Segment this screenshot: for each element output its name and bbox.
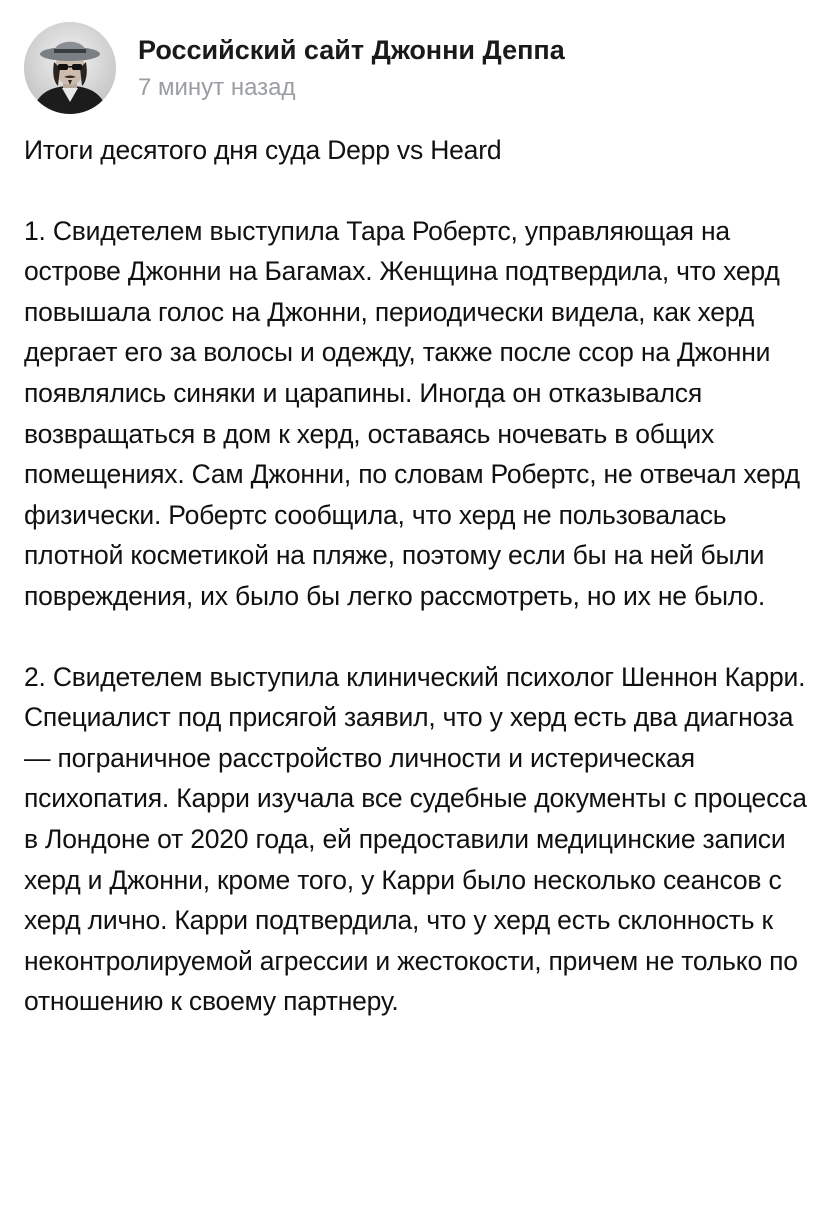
- author-name[interactable]: Российский сайт Джонни Деппа: [138, 35, 565, 65]
- avatar-portrait-icon: [24, 22, 116, 114]
- post-paragraph-2: 2. Свидетелем выступила клинический психолог Шеннон Карри. Специалист под присягой заявил, что у херд есть два диагноза — пограничное расстройство личности и истерическая психопатия. Карри изучала все судебные документы с процесса в Лондоне от 2020 года, ей предоставили медицинские записи херд и Джонни, кроме того, у Карри было несколько сеансов с херд лично. Карри подтвердила, что у херд есть склонность к неконтролируемой агрессии и жестокости, причем не только по отношению к своему партнеру.: [24, 661, 807, 1017]
- post-body: [24, 130, 808, 1062]
- post-timestamp[interactable]: 7 минут назад: [138, 74, 296, 101]
- post-title: Итоги десятого дня суда Depp vs Heard: [24, 135, 502, 165]
- header-text: [138, 33, 565, 103]
- post-header: [24, 20, 565, 116]
- avatar[interactable]: [24, 22, 116, 114]
- post-paragraph-1: 1. Свидетелем выступила Тара Робертс, управляющая на острове Джонни на Багамах. Женщина подтвердила, что херд повышала голос на Джонни, периодически видела, как херд дергает его за волосы и одежду, также после ссор на Джонни появлялись синяки и царапины. Иногда он отказывался возвращаться в дом к херд, оставаясь ночевать в общих помещениях. Сам Джонни, по словам Робертс, не отвечал херд физически. Робертс сообщила, что херд не пользовалась плотной косметикой на пляже, поэтому если бы на ней были повреждения, их было бы легко рассмотреть, но их не было.: [24, 215, 800, 611]
